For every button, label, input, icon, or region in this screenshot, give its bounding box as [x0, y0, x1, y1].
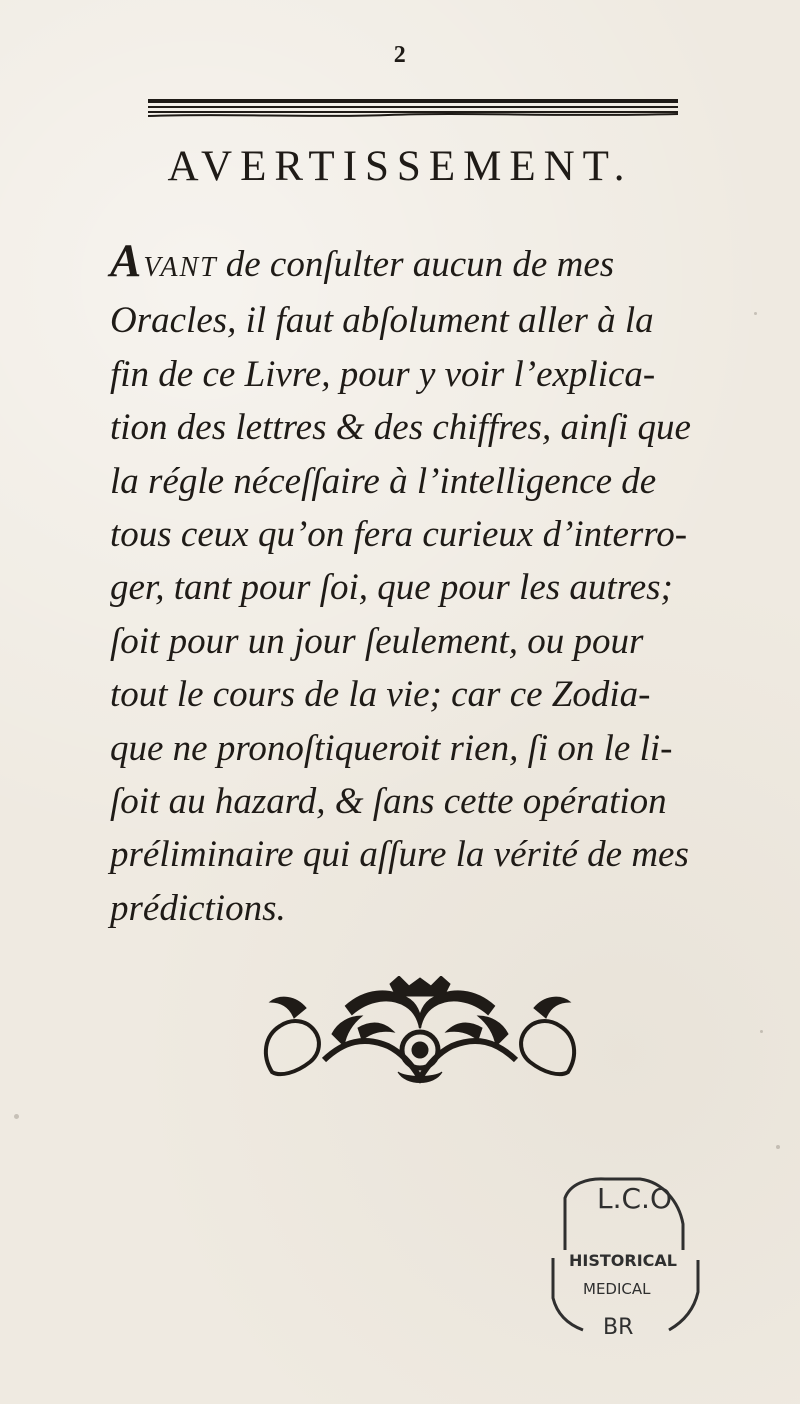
- paper-speck: [760, 1030, 763, 1033]
- paper-speck: [776, 1145, 780, 1149]
- stamp-line-2: MEDICAL: [583, 1280, 651, 1298]
- stamp-bottom-text: BR: [603, 1315, 634, 1340]
- body-line-10: que ne pronoſtiqueroit rien, ſi on le li-: [110, 727, 673, 769]
- decorative-rule: [148, 96, 678, 120]
- body-line-3: fin de ce Livre, pour y voir l’explica-: [110, 353, 656, 395]
- body-line-13: prédictions.: [110, 887, 286, 929]
- library-stamp: [545, 1172, 710, 1347]
- ornamental-vignette: [234, 976, 606, 1091]
- body-paragraph: [110, 235, 725, 935]
- stamp-top-text: L.C.O: [597, 1182, 672, 1215]
- body-line-11: ſoit au hazard, & ſans cette opération: [110, 781, 667, 823]
- body-line-5: la régle néceſſaire à l’intelligence de: [110, 460, 657, 502]
- body-line-12: préliminaire qui aſſure la vérité de mes: [110, 834, 689, 876]
- line-text-1: de conſulter aucun de mes: [225, 244, 615, 285]
- body-line-1: [110, 235, 725, 294]
- body-line-9: tout le cours de la vie; car ce Zodia-: [110, 674, 651, 716]
- paper-speck: [14, 1114, 19, 1119]
- page-title: AVERTISSEMENT.: [167, 143, 633, 190]
- paper-speck: [754, 312, 757, 315]
- drop-cap: A: [110, 235, 142, 287]
- small-caps-word: VANT: [143, 252, 218, 283]
- body-line-7: ger, tant pour ſoi, que pour les autres;: [110, 567, 673, 609]
- page-number: 2: [393, 42, 407, 68]
- body-line-4: tion des lettres & des chiffres, ainſi que: [110, 407, 691, 449]
- body-line-8: ſoit pour un jour ſeulement, ou pour: [110, 620, 644, 662]
- stamp-line-1: HISTORICAL: [569, 1251, 677, 1270]
- body-line-6: tous ceux qu’on fera curieux d’interro-: [110, 514, 688, 556]
- body-line-2: Oracles, il faut abſolument aller à la: [110, 300, 654, 342]
